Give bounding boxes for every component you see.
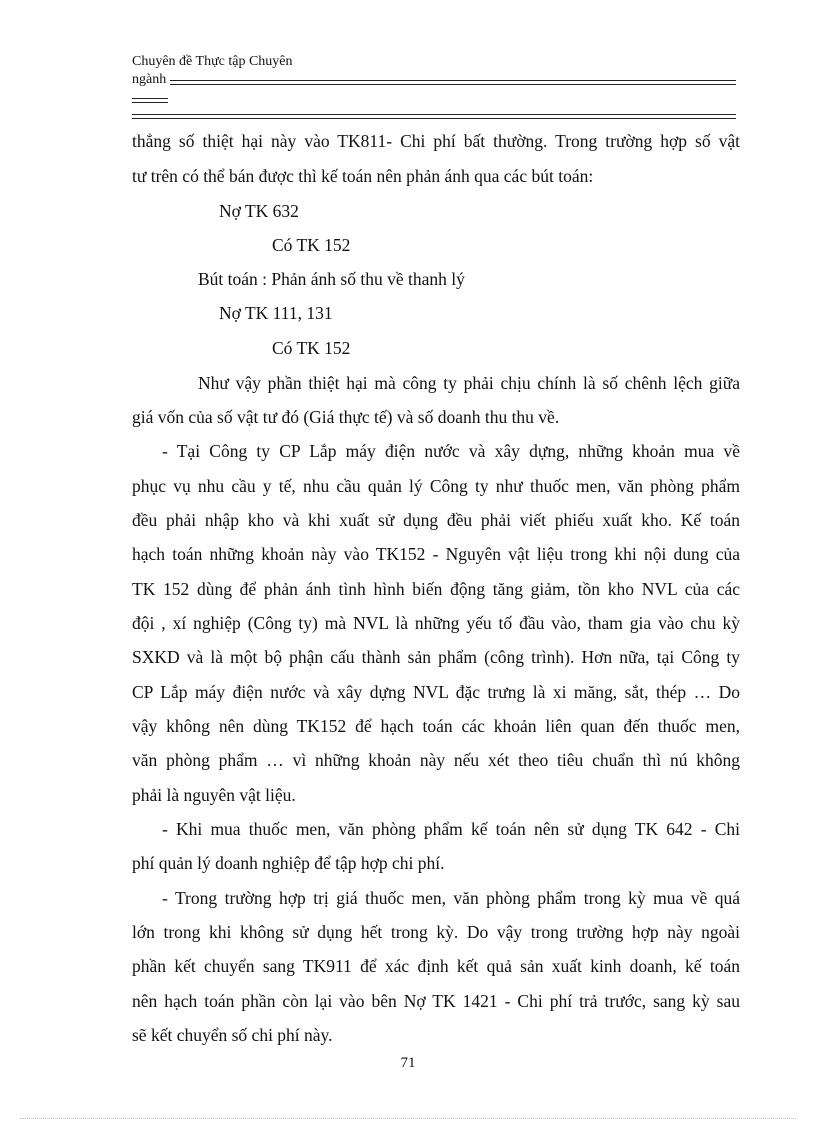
body-line: văn phòng phẩm … vì những khoản này nếu xét theo tiêu chuẩn thì nú không — [132, 750, 740, 770]
header-rule-short — [132, 98, 168, 103]
body-line: đều phải nhập kho và khi xuất sử dụng đều phải viết phiếu xuất kho. Kế toán — [132, 510, 740, 530]
body-line: hạch toán những khoản này vào TK152 - Nguyên vật liệu trong khi nội dung của — [132, 544, 740, 564]
journal-credit: Có TK 152 — [272, 338, 351, 358]
body-line: phải là nguyên vật liệu. — [132, 785, 296, 805]
journal-credit: Có TK 152 — [272, 235, 351, 255]
body-line: giá vốn của số vật tư đó (Giá thực tế) và số doanh thu thu về. — [132, 407, 560, 427]
journal-debit: Nợ TK 111, 131 — [219, 303, 333, 323]
body-line: phần kết chuyển sang TK911 để xác định kết quả sản xuất kinh doanh, kế toán — [132, 956, 740, 976]
body-line: - Khi mua thuốc men, văn phòng phẩm kế toán nên sử dụng TK 642 - Chi — [162, 819, 740, 839]
page-bottom-border — [20, 1118, 796, 1119]
header-rule — [170, 80, 736, 85]
header-title: Chuyên đề Thực tập Chuyên — [132, 54, 293, 69]
page-number: 71 — [400, 1055, 416, 1071]
body-line: - Tại Công ty CP Lắp máy điện nước và xây dựng, những khoản mua về — [162, 441, 740, 461]
body-line: thẳng số thiệt hại này vào TK811- Chi phí bất thường. Trong trường hợp số vật — [132, 131, 740, 151]
journal-debit: Nợ TK 632 — [219, 201, 299, 221]
body-line: SXKD và là một bộ phận cấu thành sản phẩm (công trình). Hơn nữa, tại Công ty — [132, 647, 740, 667]
header-rule-bottom — [132, 114, 736, 119]
header-title-continued: ngành — [132, 72, 167, 87]
body-line: đội , xí nghiệp (Công ty) mà NVL là những yếu tố đầu vào, tham gia vào chu kỳ — [132, 613, 740, 633]
body-line: phí quản lý doanh nghiệp để tập hợp chi phí. — [132, 853, 445, 873]
body-line: lớn trong khi không sử dụng hết trong kỳ. Do vậy trong trường hợp này ngoài — [132, 922, 740, 942]
body-line: phục vụ nhu cầu y tế, nhu cầu quản lý Công ty như thuốc men, văn phòng phẩm — [132, 476, 740, 496]
body-line: vậy không nên dùng TK152 để hạch toán các khoản liên quan đến thuốc men, — [132, 716, 740, 736]
body-line: sẽ kết chuyển số chi phí này. — [132, 1025, 333, 1045]
body-line: Như vậy phần thiệt hại mà công ty phải chịu chính là số chênh lệch giữa — [198, 373, 740, 393]
journal-heading: Bút toán : Phản ánh số thu về thanh lý — [198, 269, 465, 289]
body-line: TK 152 dùng để phản ánh tình hình biến động tăng giảm, tồn kho NVL của các — [132, 579, 740, 599]
body-line: nên hạch toán phần còn lại vào bên Nợ TK 1421 - Chi phí trả trước, sang kỳ sau — [132, 991, 740, 1011]
body-line: - Trong trường hợp trị giá thuốc men, văn phòng phẩm trong kỳ mua về quá — [162, 888, 740, 908]
body-line: tư trên có thể bán được thì kế toán nên phản ánh qua các bút toán: — [132, 166, 594, 186]
body-line: CP Lắp máy điện nước và xây dựng NVL đặc trưng là xi măng, sắt, thép … Do — [132, 682, 740, 702]
